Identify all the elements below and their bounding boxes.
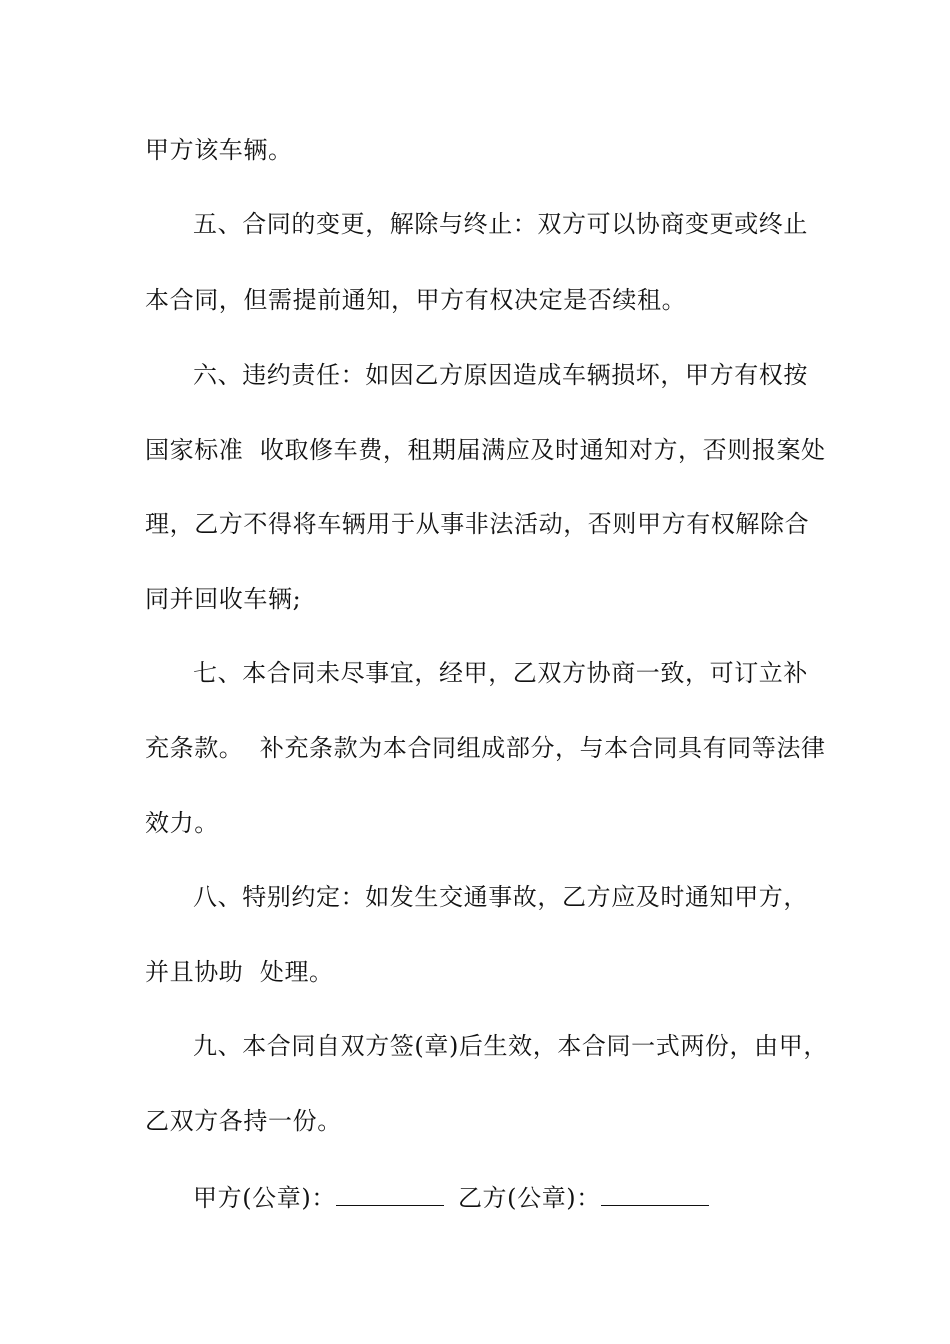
- text-line: 效力。: [145, 809, 219, 837]
- signature-row: [193, 1182, 723, 1214]
- clause-seven-heading-line: 七、本合同未尽事宜，经甲，乙双方协商一致，可订立补: [193, 659, 808, 687]
- text-line: 同并回收车辆;: [145, 585, 302, 613]
- party-a-signature-blank: [336, 1183, 444, 1206]
- party-a-seal-label: 甲方(公章)：: [193, 1184, 336, 1212]
- clause-eight-heading-line: 八、特别约定：如发生交通事故，乙方应及时通知甲方，: [193, 883, 808, 911]
- clause-nine-heading-line: 九、本合同自双方签(章)后生效，本合同一式两份，由甲，: [193, 1032, 828, 1060]
- clause-five-heading-line: 五、合同的变更，解除与终止：双方可以协商变更或终止: [193, 210, 808, 238]
- party-b-seal-label: 乙方(公章)：: [457, 1184, 601, 1212]
- party-b-signature-blank: [601, 1183, 709, 1206]
- text-line: 本合同，但需提前通知，甲方有权决定是否续租。: [145, 286, 687, 314]
- text-line: 乙双方各持一份。: [145, 1107, 342, 1135]
- text-line: 甲方该车辆。: [145, 136, 293, 164]
- text-line: 充条款。 补充条款为本合同组成部分，与本合同具有同等法律: [145, 734, 826, 762]
- text-line: 国家标准 收取修车费，租期届满应及时通知对方，否则报案处: [145, 436, 826, 464]
- text-line: 并且协助 处理。: [145, 958, 334, 986]
- clause-six-heading-line: 六、违约责任：如因乙方原因造成车辆损坏，甲方有权按: [193, 361, 808, 389]
- text-line: 理，乙方不得将车辆用于从事非法活动，否则甲方有权解除合: [145, 510, 810, 538]
